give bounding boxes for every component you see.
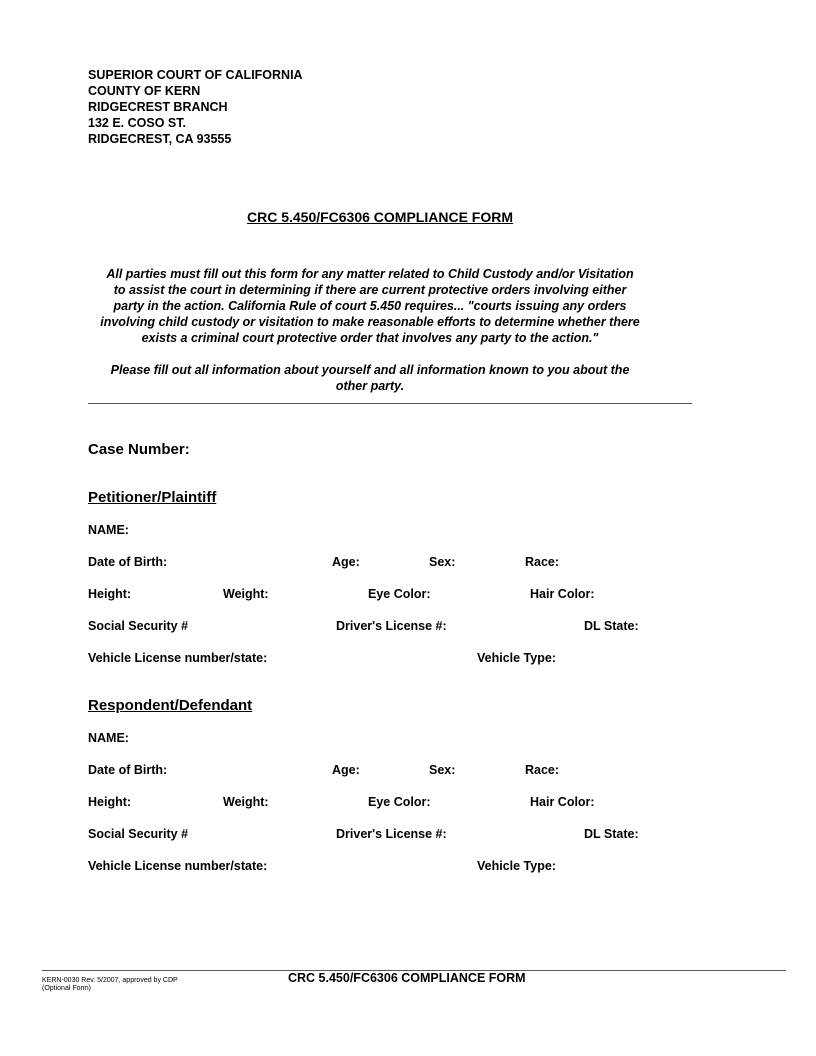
respondent-age-label: Age: xyxy=(332,763,360,777)
instruction-line: All parties must fill out this form for any matter related to Child Custody and/or Visitation xyxy=(106,267,634,281)
respondent-name-label: NAME: xyxy=(88,731,129,745)
instruction-line: other party. xyxy=(335,379,405,393)
petitioner-vehicle-license-label: Vehicle License number/state: xyxy=(88,651,268,665)
petitioner-ssn-label: Social Security # xyxy=(88,619,189,633)
respondent-section-title: Respondent/Defendant xyxy=(88,697,253,714)
court-county: COUNTY OF KERN xyxy=(88,84,201,98)
court-city: RIDGECREST, CA 93555 xyxy=(88,132,232,146)
footer-optional-note: (Optional Form) xyxy=(42,985,92,992)
footer-form-id: KERN-0030 Rev. 5/2007, approved by CDP xyxy=(42,977,178,984)
respondent-weight-label: Weight: xyxy=(223,795,269,809)
court-street: 132 E. COSO ST. xyxy=(88,116,186,130)
instruction-line: involving child custody or visitation to make reasonable efforts to determine whether there xyxy=(100,315,640,329)
footer-form-id-block xyxy=(42,977,178,993)
header-divider xyxy=(88,403,692,404)
instruction-line: Please fill out all information about yourself and all information known to you about the xyxy=(110,363,630,377)
footer-form-title: CRC 5.450/FC6306 COMPLIANCE FORM xyxy=(288,971,526,985)
petitioner-name-label: NAME: xyxy=(88,523,129,537)
instruction-line: exists a criminal court protective order that involves any party to the action." xyxy=(141,331,599,345)
instructions-fill-note xyxy=(70,362,670,394)
respondent-dl-state-label: DL State: xyxy=(584,827,639,841)
respondent-hair-color-label: Hair Color: xyxy=(530,795,595,809)
petitioner-vehicle-type-label: Vehicle Type: xyxy=(477,651,556,665)
court-address-block xyxy=(88,67,303,147)
respondent-eye-color-label: Eye Color: xyxy=(368,795,431,809)
petitioner-drivers-license-label: Driver's License #: xyxy=(336,619,447,633)
court-branch: RIDGECREST BRANCH xyxy=(88,100,228,114)
petitioner-hair-color-label: Hair Color: xyxy=(530,587,595,601)
petitioner-eye-color-label: Eye Color: xyxy=(368,587,431,601)
case-number-label: Case Number: xyxy=(88,441,190,458)
court-name: SUPERIOR COURT OF CALIFORNIA xyxy=(88,68,303,82)
petitioner-age-label: Age: xyxy=(332,555,360,569)
petitioner-height-label: Height: xyxy=(88,587,132,601)
instructions-paragraph xyxy=(70,266,670,346)
petitioner-section-title: Petitioner/Plaintiff xyxy=(88,489,217,506)
form-title: CRC 5.450/FC6306 COMPLIANCE FORM xyxy=(246,209,514,225)
petitioner-weight-label: Weight: xyxy=(223,587,269,601)
respondent-sex-label: Sex: xyxy=(429,763,456,777)
petitioner-race-label: Race: xyxy=(525,555,560,569)
respondent-height-label: Height: xyxy=(88,795,132,809)
petitioner-sex-label: Sex: xyxy=(429,555,456,569)
instruction-line: to assist the court in determining if there are current protective orders involving either xyxy=(113,283,627,297)
respondent-race-label: Race: xyxy=(525,763,560,777)
respondent-ssn-label: Social Security # xyxy=(88,827,189,841)
instruction-line: party in the action. California Rule of court 5.450 requires... "courts issuing any orders xyxy=(113,299,627,313)
respondent-dob-label: Date of Birth: xyxy=(88,763,168,777)
respondent-vehicle-type-label: Vehicle Type: xyxy=(477,859,556,873)
petitioner-dl-state-label: DL State: xyxy=(584,619,639,633)
respondent-vehicle-license-label: Vehicle License number/state: xyxy=(88,859,268,873)
respondent-drivers-license-label: Driver's License #: xyxy=(336,827,447,841)
petitioner-dob-label: Date of Birth: xyxy=(88,555,168,569)
